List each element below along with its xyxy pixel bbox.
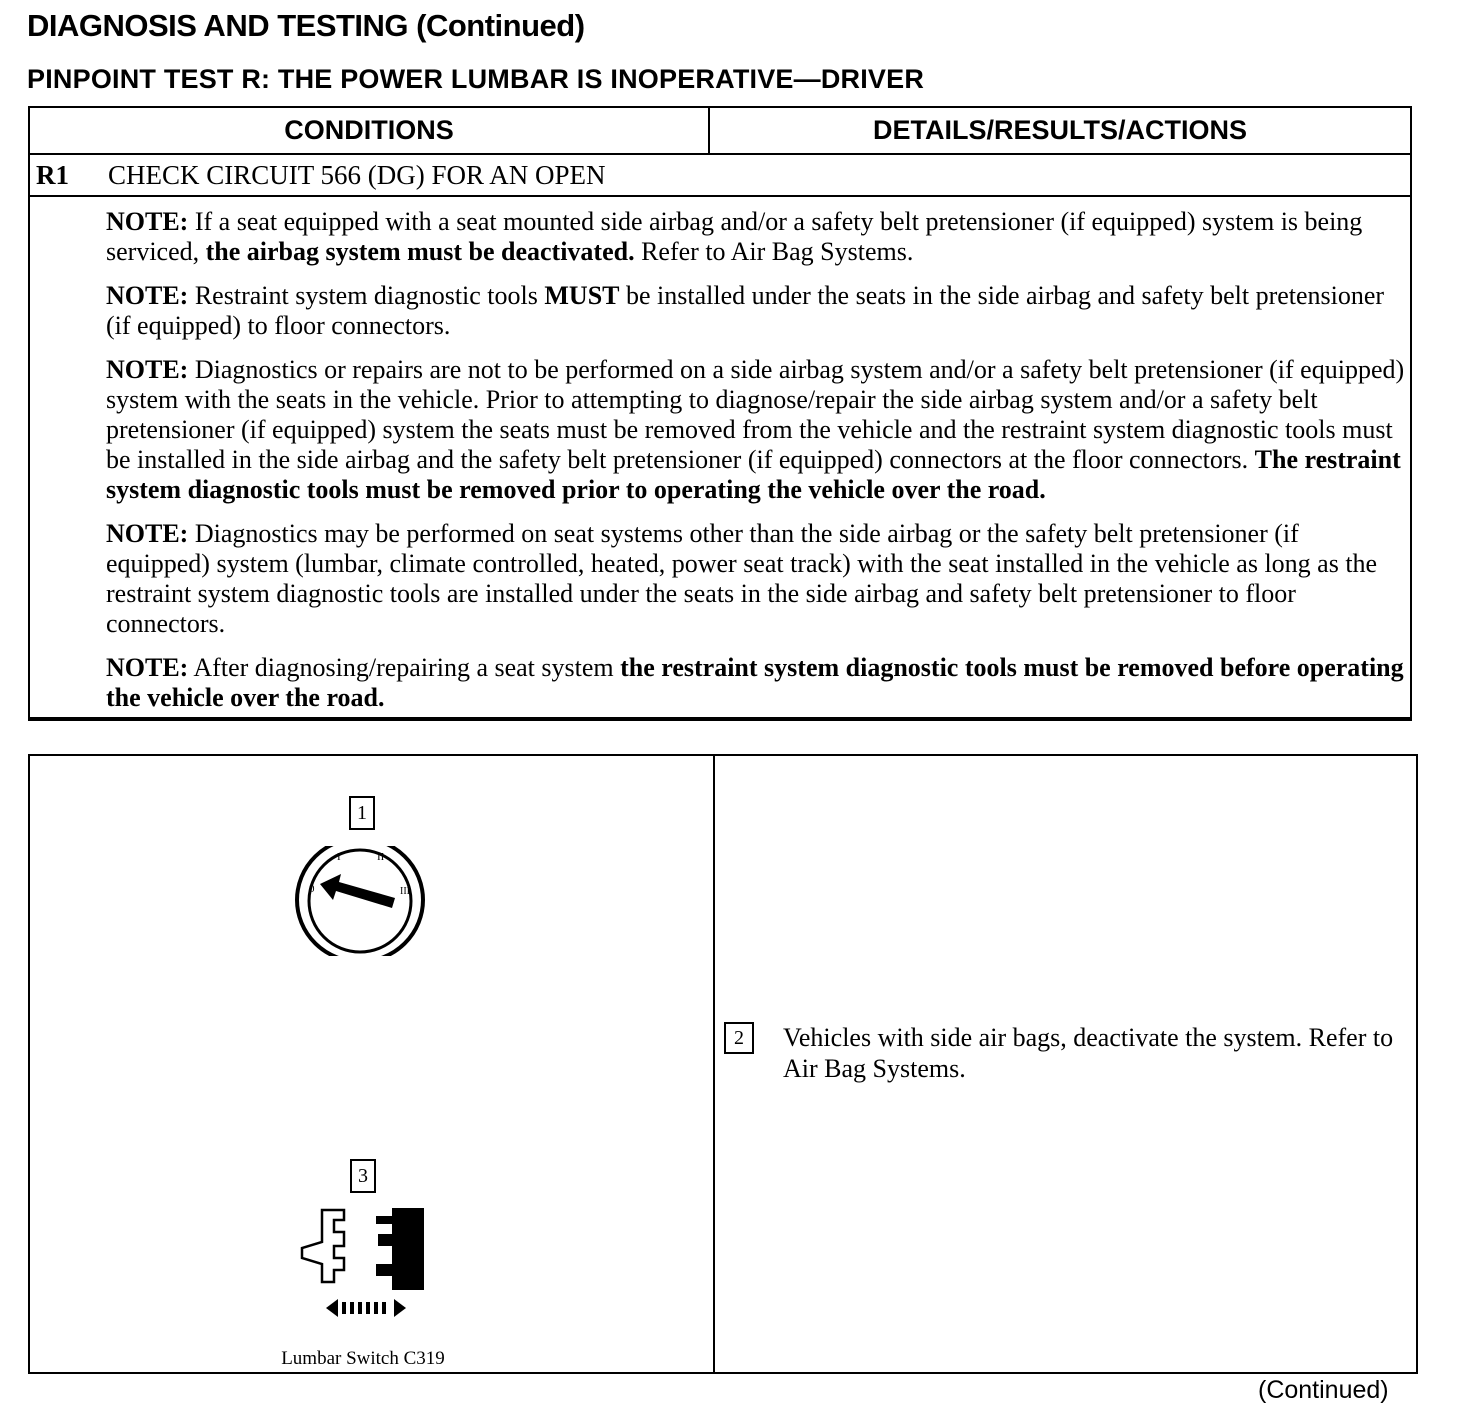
details-cell xyxy=(715,756,1416,1372)
ignition-switch-icon xyxy=(295,846,425,956)
table-header-row xyxy=(30,108,1410,155)
note-text: Diagnostics or repairs are not to be performed on a side airbag system and/or a safety belt pretensioner (if equipped) system with the seats in the vehicle. Prior to attempting to diagnose/repair the side airbag system and/or a safety belt pretensioner (if equipped) system the seats must be removed from the vehicle and the restraint system diagnostic tools must be installed in the side airbag and the safety belt pretensioner (if equipped) connectors at the floor connectors. xyxy=(106,355,1405,474)
note-3 xyxy=(106,355,1406,505)
note-text: Refer to Air Bag Systems. xyxy=(634,237,914,266)
note-bold-text: The restraint system diagnostic tools must be removed prior to operating the vehicle over the road. xyxy=(106,445,1401,504)
note-text: be installed under the seats in the side airbag and safety belt pretensioner (if equipped) to floor connectors. xyxy=(106,281,1385,340)
lumbar-switch-caption: Lumbar Switch C319 xyxy=(281,1348,445,1369)
note-label: NOTE: xyxy=(106,281,189,310)
note-text: If a seat equipped with a seat mounted side airbag and/or a safety belt pretensioner (if equipped) system is being serviced, xyxy=(106,207,1363,266)
continued-label: (Continued) xyxy=(1258,1376,1389,1404)
note-4 xyxy=(106,519,1406,639)
ignition-label-0: 0 xyxy=(309,883,315,895)
step-row xyxy=(30,155,1410,197)
note-1 xyxy=(106,207,1406,267)
column-header-details: DETAILS/RESULTS/ACTIONS xyxy=(872,115,1247,145)
note-label: NOTE: xyxy=(106,519,189,548)
double-arrow-icon xyxy=(326,1299,406,1317)
ignition-label-1: I xyxy=(337,851,341,863)
note-2 xyxy=(106,281,1406,341)
note-bold-text: the restraint system diagnostic tools must be removed before operating the vehicle over the road. xyxy=(106,653,1404,712)
note-label: NOTE: xyxy=(106,207,189,236)
column-header-conditions: CONDITIONS xyxy=(30,108,710,153)
note-text: Diagnostics may be performed on seat systems other than the side airbag or the safety belt pretensioner (if equipped) system (lumbar, climate controlled, heated, power seat track) with the seat installed in the vehicle as long as the restraint system diagnostic tools are installed under the seats in the side airbag and safety belt pretensioner to floor connectors. xyxy=(106,519,1378,638)
note-text: Restraint system diagnostic tools xyxy=(188,281,545,310)
note-bold-text: the airbag system must be deactivated. xyxy=(205,237,635,266)
connector-icon xyxy=(296,1202,426,1332)
ignition-label-3: III xyxy=(400,886,410,897)
callout-1: 1 xyxy=(349,796,375,830)
conditions-graphic-cell xyxy=(30,756,715,1372)
note-text: After diagnosing/repairing a seat system xyxy=(188,653,621,682)
step-title: CHECK CIRCUIT 566 (DG) FOR AN OPEN xyxy=(108,159,606,190)
notes-block xyxy=(30,197,1410,719)
page-header: DIAGNOSIS AND TESTING (Continued) xyxy=(27,8,585,43)
note-5 xyxy=(106,653,1406,713)
ignition-label-2: II xyxy=(377,851,385,863)
step-id: R1 xyxy=(36,159,69,190)
note-bold-text: MUST xyxy=(544,281,620,310)
action-text: Vehicles with side air bags, deactivate the system. Refer to Air Bag Systems. xyxy=(783,1023,1394,1083)
graphics-row xyxy=(28,754,1418,1374)
callout-2: 2 xyxy=(724,1022,754,1054)
callout-3: 3 xyxy=(350,1159,376,1193)
pinpoint-test-table xyxy=(28,106,1412,721)
pinpoint-test-title: PINPOINT TEST R: THE POWER LUMBAR IS INOPERATIVE—DRIVER xyxy=(27,64,925,94)
note-label: NOTE: xyxy=(106,653,189,682)
note-label: NOTE: xyxy=(106,355,189,384)
